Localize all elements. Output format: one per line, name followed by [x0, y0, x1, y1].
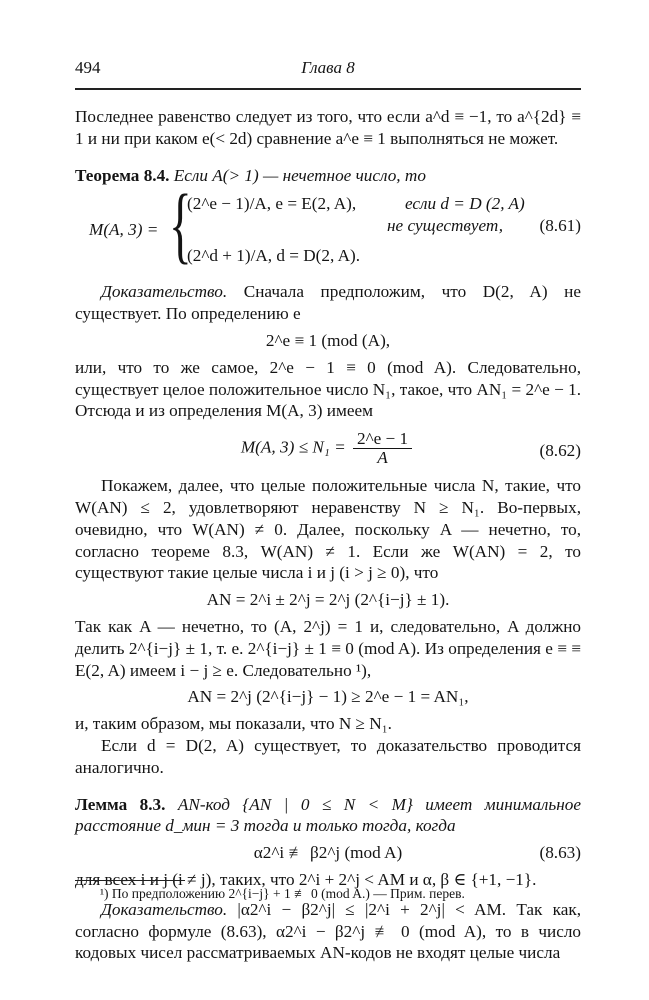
page-body	[75, 106, 581, 964]
proof-1-text-a: Сначала предположим, что D(2, A) не существует. По определению e	[75, 282, 581, 324]
case-2-expression: (2^d + 1)/A, d = D(2, A).	[187, 246, 361, 266]
proof-1-part-a	[75, 281, 581, 325]
page-number: 494	[75, 58, 101, 77]
case-1-expression: (2^e − 1)/A, e = E(2, A),	[187, 194, 357, 214]
equation-an-inequality	[75, 686, 581, 708]
equation-8-62-lhs: M(A, 3) ≤ N₁ =	[240, 437, 346, 457]
case-1-condition: если d = D (2, A)	[405, 194, 525, 214]
proof-1-text-f: Если d = D(2, A) существует, то доказательство проводится аналогично.	[75, 735, 581, 777]
lemma-label: Лемма 8.3.	[75, 794, 166, 814]
proof-1-text-d: Так как A — нечетно, то (A, 2^j) = 1 и, следовательно, A должно делить 2^{i−j} ± 1, т. е. 2^{i−j} ± 1 ≡ 0 (mod A). Из определения e ≡ ≡ E(2, A) имеем i − j ≥ e. Следовательно ¹),	[75, 616, 581, 680]
equation-8-61	[75, 176, 581, 273]
equation-mod	[75, 330, 581, 352]
page-header	[75, 58, 581, 82]
equation-mod-text: 2^e ≡ 1 (mod (A),	[265, 330, 391, 350]
header-rule	[75, 88, 581, 90]
lemma-8-3	[75, 794, 581, 838]
equation-8-61-number: (8.61)	[539, 216, 581, 236]
fraction-numerator: 2^e − 1	[353, 430, 412, 449]
proof-2-label: Доказательство.	[101, 899, 228, 919]
case-1-condition-cont: не существует,	[387, 216, 504, 236]
proof-2-text: |α2^i − β2^j| ≤ |2^i + 2^j| < AM. Так как, согласно формуле (8.63), α2^i − β2^j ≢ 0 (mod A), то в число кодовых чисел рассматриваемых AN-кодов не входят целые числа	[75, 899, 581, 963]
lemma-statement: AN-код {AN | 0 ≤ N < M} имеет минимальное расстояние d_мин = 3 тогда и только тогда, когда	[75, 794, 581, 836]
proof-2	[75, 899, 581, 964]
equation-an-decomposition-text: AN = 2^i ± 2^j = 2^j (2^{i−j} ± 1).	[206, 590, 450, 610]
lemma-condition: для всех i и j (i ≠ j), таких, что 2^i + 2^j < AM и α, β ∈ {+1, −1}.	[75, 869, 537, 889]
theorem-label: Теорема 8.4.	[75, 165, 170, 185]
equation-8-62	[75, 430, 581, 467]
footnote: ¹) По предположению 2^{i−j} + 1 ≢ 0 (mod A.) — Прим. перев.	[100, 886, 465, 901]
proof-1-text-c: Покажем, далее, что целые положительные числа N, такие, что W(AN) ≤ 2, удовлетворяют неравенству N ≥ N₁. Во-первых, очевидно, что W(AN) ≠ 0. Далее, поскольку A — нечетно, то, согласно теореме 8.3, W(AN) ≠ 1. Если же W(AN) = 2, то существуют такие целые числа i и j (i > j ≥ 0), что	[75, 476, 581, 583]
proof-1-text-e: и, таким образом, мы показали, что N ≥ N₁.	[75, 714, 392, 734]
paragraph-intro: Последнее равенство следует из того, что если a^d ≡ −1, то a^{2d} ≡ 1 и ни при каком e(< 2d) сравнение a^e ≡ 1 выполняться не может.	[75, 107, 581, 148]
equation-8-63	[75, 842, 581, 864]
fraction-denominator: A	[377, 448, 388, 468]
equation-8-63-text: α2^i ≢ β2^j (mod A)	[253, 843, 403, 863]
equation-8-62-number: (8.62)	[539, 441, 581, 461]
equation-an-decomposition	[75, 589, 581, 611]
proof-1-text-b: или, что то же самое, 2^e − 1 ≡ 0 (mod A). Следовательно, существует целое положительное число N₁, такое, что AN₁ = 2^e − 1. Отсюда и из определения M(A, 3) имеем	[75, 357, 581, 421]
chapter-title: Глава 8	[301, 58, 355, 77]
left-brace: {	[169, 176, 192, 273]
proof-label: Доказательство.	[101, 282, 228, 302]
equation-an-inequality-text: AN = 2^j (2^{i−j} − 1) ≥ 2^e − 1 = AN₁,	[187, 687, 469, 707]
theorem-8-4	[75, 165, 581, 187]
footnote-rule	[75, 880, 185, 881]
theorem-statement: Если A(> 1) — нечетное число, то	[173, 165, 426, 185]
equation-8-62-fraction	[353, 430, 412, 467]
equation-8-61-lhs: M(A, 3) =	[89, 220, 159, 240]
equation-8-63-number: (8.63)	[539, 843, 581, 863]
